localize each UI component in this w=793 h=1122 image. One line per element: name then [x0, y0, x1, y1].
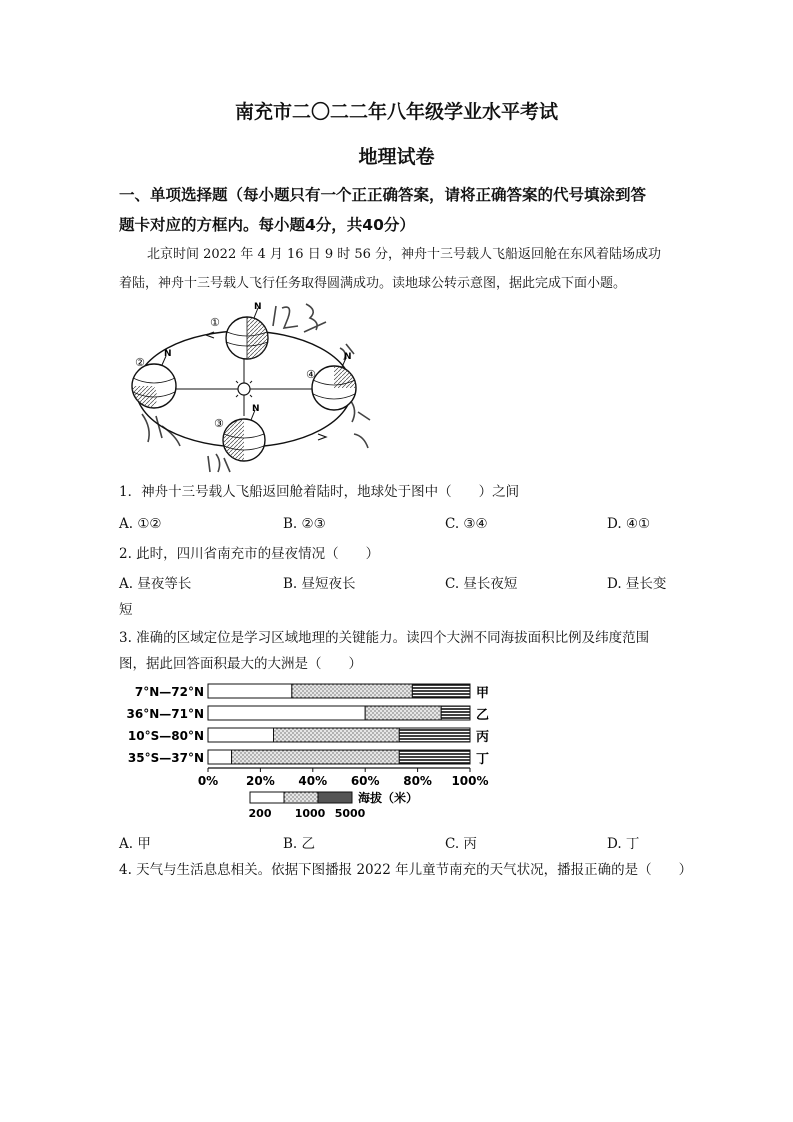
- position-label-2: ②: [135, 356, 145, 369]
- x-tick-label: 60%: [350, 774, 380, 788]
- legend-label: 5000: [334, 807, 366, 820]
- legend-swatch-1: [250, 792, 284, 803]
- altitude-area-chart: [118, 678, 508, 826]
- position-label-1: ①: [210, 316, 220, 329]
- x-tick-label: 20%: [246, 774, 275, 788]
- orbit-arrow: [318, 434, 326, 440]
- latitude-range-label: 7°N—72°N: [134, 685, 204, 699]
- latitude-range-label: 36°N—71°N: [126, 707, 204, 721]
- q1-option-c: C. ③④: [445, 516, 488, 532]
- question-1-stem: 1．神舟十三号载人飞船返回舱着陆时，地球处于图中（ ）之间: [119, 484, 520, 500]
- question-3-stem-line1: 3. 准确的区域定位是学习区域地理的关键能力。读四个大洲不同海拔面积比例及纬度范围: [119, 630, 650, 646]
- bar-segment-1: [208, 750, 232, 764]
- continent-name-label: 丁: [476, 752, 490, 767]
- bar-segment-1: [208, 728, 274, 742]
- bar-segment-3: [399, 728, 470, 742]
- position-label-4: ④: [306, 368, 316, 381]
- exam-subtitle: 地理试卷: [358, 146, 435, 168]
- earth-orbit-diagram: [118, 296, 380, 476]
- north-label: N: [344, 352, 352, 362]
- q1-option-b: B. ②③: [283, 516, 326, 532]
- section-heading-line1: 一、单项选择题（每小题只有一个正正确答案，请将正确答案的代号填涂到答: [119, 186, 647, 204]
- x-tick-label: 0%: [197, 774, 219, 788]
- passage-line2: 着陆，神舟十三号载人飞行任务取得圆满成功。读地球公转示意图，据此完成下面小题。: [119, 276, 627, 291]
- legend-swatch-2: [284, 792, 318, 803]
- latitude-range-label: 10°S—80°N: [127, 729, 204, 743]
- bar-segment-2: [365, 706, 441, 720]
- q2-option-d: D. 昼长变: [607, 576, 667, 592]
- x-tick-label: 100%: [451, 774, 489, 788]
- bar-segment-3: [412, 684, 470, 698]
- north-label: N: [164, 349, 172, 359]
- bar-segment-3: [399, 750, 470, 764]
- earth-position-1: [226, 308, 268, 359]
- q2-option-c: C. 昼长夜短: [445, 576, 518, 592]
- legend-label: 1000: [294, 807, 326, 820]
- legend-label: 200: [248, 807, 272, 820]
- position-label-3: ③: [214, 417, 224, 430]
- q3-option-a: A. 甲: [119, 836, 151, 852]
- latitude-range-label: 35°S—37°N: [127, 751, 204, 765]
- continent-name-label: 甲: [476, 686, 490, 701]
- section-heading-line2: 题卡对应的方框内。每小题4分，共40分）: [119, 216, 415, 234]
- bar-segment-3: [441, 706, 470, 720]
- x-tick-label: 40%: [298, 774, 328, 788]
- bar-segment-2: [292, 684, 413, 698]
- bar-segment-1: [208, 706, 365, 720]
- q2-option-a: A. 昼夜等长: [119, 576, 192, 592]
- passage-line1: 北京时间 2022 年 4 月 16 日 9 时 56 分，神舟十三号载人飞船返回舱在东风着陆场成功: [147, 247, 662, 262]
- earth-position-4: [312, 358, 356, 410]
- x-tick-label: 80%: [403, 774, 432, 788]
- q2-option-d-wrap: 短: [119, 602, 133, 618]
- q3-option-d: D. 丁: [607, 836, 640, 852]
- north-label: N: [254, 302, 262, 312]
- earth-position-3: [223, 410, 265, 461]
- exam-title: 南充市二〇二二年八年级学业水平考试: [234, 101, 558, 123]
- q1-option-a: A. ①②: [119, 516, 162, 532]
- q2-option-b: B. 昼短夜长: [283, 576, 356, 592]
- q1-option-d: D. ④①: [607, 516, 651, 532]
- bar-segment-1: [208, 684, 292, 698]
- question-4-stem: 4. 天气与生活息息相关。依据下图播报 2022 年儿童节南充的天气状况，播报正确的是（ ）: [119, 862, 693, 878]
- question-3-stem-line2: 图，据此回答面积最大的大洲是（ ）: [119, 656, 362, 672]
- q3-option-b: B. 乙: [283, 836, 316, 852]
- question-2-stem: 2. 此时，四川省南充市的昼夜情况（ ）: [119, 546, 380, 562]
- north-label: N: [252, 404, 260, 414]
- continent-name-label: 乙: [476, 708, 490, 723]
- legend-title: 海拔（米）: [358, 791, 419, 805]
- legend-swatch-3: [318, 792, 352, 803]
- q3-option-c: C. 丙: [445, 836, 477, 852]
- continent-name-label: 丙: [476, 730, 490, 745]
- bar-segment-2: [232, 750, 400, 764]
- orbit-arrow: [206, 332, 214, 338]
- bar-segment-2: [274, 728, 400, 742]
